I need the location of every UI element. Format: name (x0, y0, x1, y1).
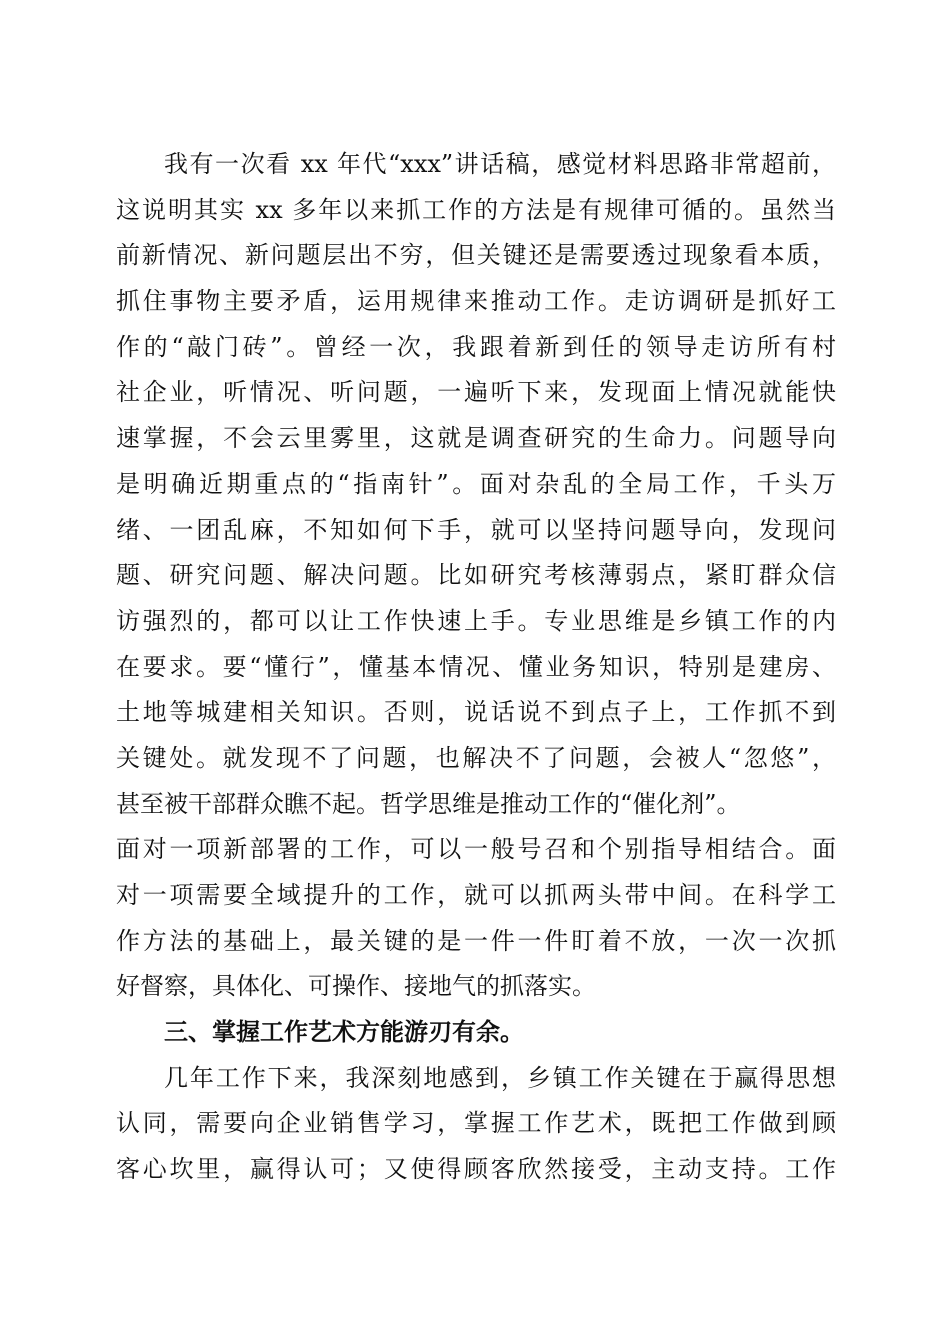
paragraph-line: 对一项需要全域提升的工作，就可以抓两头带中间。在科学工 (116, 881, 836, 909)
paragraph-line: 这说明其实 xx 多年以来抓工作的方法是有规律可循的。虽然当 (116, 195, 836, 224)
section-heading: 三、掌握工作艺术方能游刃有余。 (164, 1018, 524, 1047)
paragraph-line: 客心坎里，赢得认可；又使得顾客欣然接受，主动支持。工作 (116, 1155, 836, 1184)
paragraph-line: 在要求。要“懂行”，懂基本情况、懂业务知识，特别是建房、 (116, 652, 836, 681)
paragraph-line: 题、研究问题、解决问题。比如研究考核薄弱点，紧盯群众信 (116, 561, 836, 590)
paragraph-line: 社企业，听情况、听问题，一遍听下来，发现面上情况就能快 (116, 378, 836, 407)
paragraph-line: 抓住事物主要矛盾，运用规律来推动工作。走访调研是抓好工 (116, 287, 836, 316)
document-body (116, 142, 836, 1193)
paragraph (116, 142, 836, 1010)
paragraph-line: 甚至被干部群众瞧不起。哲学思维是推动工作的“催化剂”。 (116, 789, 741, 818)
paragraph-line: 是明确近期重点的“指南针”。面对杂乱的全局工作，千头万 (116, 469, 836, 498)
paragraph-line: 好督察，具体化、可操作、接地气的抓落实。 (116, 972, 596, 1001)
paragraph-line: 我有一次看 xx 年代“xxx”讲话稿，感觉材料思路非常超前， (164, 150, 836, 178)
paragraph-line: 绪、一团乱麻，不知如何下手，就可以坚持问题导向，发现问 (116, 515, 836, 544)
paragraph-line: 作的“敲门砖”。曾经一次，我跟着新到任的领导走访所有村 (116, 332, 836, 361)
paragraph-line: 速掌握，不会云里雾里，这就是调查研究的生命力。问题导向 (116, 424, 836, 453)
paragraph-line: 访强烈的，都可以让工作快速上手。专业思维是乡镇工作的内 (116, 606, 836, 635)
paragraph-line: 认同，需要向企业销售学习，掌握工作艺术，既把工作做到顾 (116, 1109, 836, 1138)
paragraph (116, 1056, 836, 1193)
paragraph-line: 几年工作下来，我深刻地感到，乡镇工作关键在于赢得思想 (164, 1063, 836, 1092)
paragraph-line: 关键处。就发现不了问题，也解决不了问题，会被人“忽悠”， (116, 743, 836, 772)
paragraph-line: 前新情况、新问题层出不穷，但关键还是需要透过现象看本质， (116, 241, 836, 270)
paragraph-line: 土地等城建相关知识。否则，说话说不到点子上，工作抓不到 (116, 698, 836, 727)
paragraph-line: 面对一项新部署的工作，可以一般号召和个别指导相结合。面 (116, 835, 836, 864)
paragraph-line: 作方法的基础上，最关键的是一件一件盯着不放，一次一次抓 (116, 926, 836, 955)
